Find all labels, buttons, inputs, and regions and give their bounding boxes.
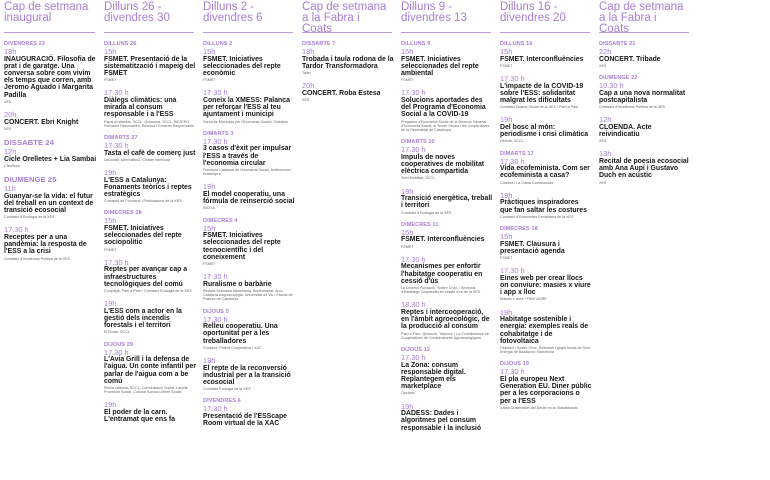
event-title: Presentació de l'ESScape Room virtual de la XAC [203,413,287,428]
event-item [500,41,592,68]
event-title: L'Avia Grill i la defensa de l'aigua. Un conte infantil per parlar de l'aigua com a be comú [104,356,196,385]
column-header-line: Cap de setmana [599,1,684,13]
event-item [599,41,691,68]
event-day: DIJOUS 12 [401,347,431,354]
event-organizer: Programa d'Economia Social de la Direcció General d'Economia Social, el Tercer Sector i les Cooperatives de la Generalitat de Catalunya [401,119,490,133]
event-item [401,188,493,215]
event-time: 19h [500,115,513,125]
event-day: DIMECRES 28 [104,210,142,217]
event-item [203,218,295,267]
event-item [500,309,592,355]
event-item [4,226,97,260]
event-item [4,41,97,104]
event-title: El poder de la carn. L'entramat que ens fa [104,409,175,424]
column-header-line: Cap de setmana [302,1,387,13]
event-time: 19h [500,307,513,317]
event-time: 17.30 h [500,74,525,83]
event-item [599,150,691,184]
column-header-line: a la Fabra i Coats [599,12,657,35]
event-day: DIUMENGE 22 [599,75,638,81]
event-time: 18h [302,47,315,56]
event-organizer: Pam a Pam, Quiosom, Tarpuna, i La Coordinadora de Cooperatives de Consumidores Agroecològiques [401,331,489,340]
event-item [500,192,592,219]
event-item [104,342,196,395]
event-item [500,116,592,143]
event-time: 10.30 h [599,81,624,90]
event-time: 15h [104,47,117,56]
event-item [203,183,295,210]
event-time: 17.30 h [104,141,129,151]
event-organizer: Revista Sobirania alimentaria, Biodiversitat, Arca Catalana d'agroecologia, Universitat de Vic / Escola de Pastors de Catalunya [203,289,293,302]
event-organizer: Comissió d'Incidència Política de la XES [599,105,666,109]
event-day: DISSABTE 21 [599,41,636,47]
event-item [104,401,196,423]
events-list [401,33,493,432]
event-organizer: Comissió Ecologia de la XES [203,387,251,392]
column-header-line: inaugural [4,12,52,24]
event-day: DILLUNS 9 [401,41,431,47]
event-item [500,267,592,301]
event-title: Cicle Orelletes + Lia Sambai [4,155,97,163]
event-item [302,41,394,75]
event-organizer: L'Aurifora [4,163,20,168]
event-time: 17.30 h [203,88,228,98]
event-organizer: XES [599,180,607,185]
event-time: 17.30 h [500,156,525,166]
event-title: El model cooperatiu, una fórmula de reinserció social [203,191,295,206]
event-organizer: Celobert i Sostre Cívic, Retevisel i grups locals de Som Energia de Badalona i Barcelona [500,346,591,355]
event-time: 17.30 h [4,225,29,235]
event-title: Guanyar-se la vida: el futur del treball en un context de transició ecosocial [4,192,94,215]
event-item [302,82,394,102]
event-organizer: La Dinamo Fundació, Sostre Cívic, i Sectorial d'Habitatge Cooperatiu en cessió d'ús de la XES [401,286,481,295]
event-title: Pràctiques inspiradores que fan saltar les costures [500,199,587,214]
agenda-column [495,0,594,480]
event-title: Diàlegs climàtics: una mirada al consum responsable i a l'ESS [104,97,177,119]
event-title: Eines web per crear llocs on conviure: masies x viure i app x lloc [500,274,591,297]
event-organizer: XES [599,63,607,68]
event-time: 19h [104,168,117,178]
event-title: Trobada i taula rodona de la Tardor Transformadora [302,55,394,70]
event-item [500,226,592,260]
event-day: DIJOUS 19 [500,361,530,368]
event-time: 15h [500,47,513,56]
event-item [104,41,196,82]
event-time: 13h [599,149,612,159]
column-header [203,0,293,33]
event-time: 19h [203,182,216,192]
event-title: Transició energètica, treball i territori [401,195,493,210]
event-item [104,135,196,162]
event-organizer: XES [302,98,310,102]
event-time: 17.30 h [203,314,228,324]
event-item [401,89,493,132]
events-list [104,33,196,423]
event-day: DIMECRES 4 [203,217,238,224]
agenda-column [0,0,99,480]
event-title: FSMET. Interconfluències [500,55,584,63]
event-title: Ruralisme o barbàrie [203,280,272,288]
column-header-line: divendres 30 [104,12,170,24]
column-header-line: Dilluns 2 - [203,1,255,13]
event-time: 15h [203,223,216,233]
event-time: 17.30 h [203,272,228,282]
column-header [500,0,590,33]
event-title: FSMET. Iniciatives seleccionades del repte sociopolític [104,225,182,247]
event-item [203,309,295,350]
column-header [4,0,95,33]
agenda-column [594,0,693,480]
events-list [4,33,97,261]
events-list [203,33,295,427]
event-title: FSMET. Clausura i presentació agenda [500,240,565,255]
event-item [401,41,493,82]
event-organizer: Cúrbera i La Ciana Comunicació [500,180,554,185]
event-time: 17.30 h [401,254,426,264]
event-organizer: Directa, SCCL [500,139,524,144]
event-organizer: FSMET [500,256,513,261]
event-time: 19h [401,186,414,196]
event-organizer: Xarxa Observatori del Deute en la Globalització [500,405,578,410]
event-day: DIMARTS 10 [401,139,435,146]
events-list [599,33,691,185]
agenda-column [297,0,396,480]
event-time: 19h [104,400,117,410]
event-item [401,256,493,295]
column-header-line: a la Fabra i Coats [302,12,360,35]
event-item [104,89,196,128]
event-day: DIJOUS 29 [104,341,134,348]
event-title: FSMET. Presentació de la sistematització i mapeig del FSMET [104,55,196,77]
column-header-line: Dilluns 16 - [500,1,558,13]
event-item [4,175,97,219]
event-organizer: FSMET [104,247,117,252]
event-time: 17.30 h [203,404,228,414]
event-item [203,398,295,427]
agenda-column [99,0,198,480]
event-organizer: XES [4,99,12,104]
event-title: Mecanismes per enfortir l'habitatge cooperatiu en cessió d'ús [401,263,483,285]
event-time: 17.30 h [401,88,426,98]
event-day: DILLUNS 26 [104,41,137,47]
event-time: 15h [500,232,513,242]
event-title: Solucions aportades des del Programa d'Economia Social a la COVID-19 [401,97,486,119]
event-time: 19h [104,299,117,309]
event-title: Vida ecofeminista. Com ser ecofeminista a casa? [500,165,590,180]
event-organizer: Espai Ambiental, SCCL, Quiosona, SCCL, BEZERO Fundació Renovables, Residus i Consum Responsable [104,119,195,128]
event-day: DIVENDRES 6 [203,398,241,405]
column-header-line: divendres 13 [401,12,467,24]
event-time: 20h [302,81,315,91]
column-header-line: Dilluns 9 - [401,1,453,13]
event-item [4,111,97,131]
event-time: 11h [4,184,16,194]
event-title: FSMET. Interconfluències [401,236,485,244]
event-time: 20h [4,110,17,120]
event-organizer: Xarxa de Municipis per l'Economia Social i Solidària [203,119,288,124]
event-day: DILLUNS 2 [203,41,233,47]
events-list [500,33,592,410]
event-time: 17.30 h [104,347,129,357]
event-organizer: Comissió d'Ecologia de la XES [4,215,55,220]
event-day: DIMARTS 17 [500,150,534,157]
event-day: DIVENDRES 23 [4,41,45,47]
event-day: DIMECRES 18 [500,226,538,233]
event-time: 17.30 h [500,367,525,377]
event-time: 18.30 h [401,300,426,310]
event-time: 15h [401,227,414,237]
event-item [599,75,691,109]
event-day: DIMECRES 11 [401,221,439,228]
event-organizer: Masies x viure / FEM VIURE [500,297,547,302]
event-organizer: Ricilla editorial, SCCL, Comunicació Social, Lacolle Proveïdor Social, Cultural Somos Llibres Social [104,386,188,395]
event-title: FSMET. Iniciatives seleccionades del repte econòmic [203,55,281,77]
event-time: 15h [104,216,117,226]
event-organizer: Coopera, Parent Cooperativa / XAC [203,345,262,350]
event-title: Del bosc al món: periodisme i crisi climàtica [500,124,589,139]
event-time: 17.30 h [401,145,426,155]
event-item [401,222,493,249]
event-title: L'ESS com a actor en la gestió dels incendis forestals i el territori [104,307,182,330]
event-time: 17.30 h [104,88,129,98]
column-header-line: divendres 20 [500,12,566,24]
event-organizer: XES [4,126,12,131]
event-title: Habitatge sostenible i energia: exemples reals de cohabitatge i de fotovoltaica [500,316,589,345]
event-title: CLOENDA. Acte reivindicatiu [599,123,652,138]
event-day: DISSABTE 24 [4,138,55,148]
event-title: FSMET. Iniciatives seleccionades del repte ambiental [401,55,479,77]
event-day: DIMARTS 3 [203,130,234,137]
event-organizer: Opcions [401,391,415,396]
event-title: CONCERT. Roba Estesa [302,89,381,97]
event-item [104,300,196,334]
event-time: 19h [203,356,216,366]
column-header-line: divendres 6 [203,12,263,24]
event-organizer: Comissió d'Ecologia de la XES [401,210,452,215]
event-item [203,89,295,123]
column-header-line: Dilluns 26 - [104,1,162,13]
event-organizer: LaCoordi, Alternativa3, Clotam Intercoop [104,157,171,162]
event-item [599,116,691,143]
event-organizer: FSMET [203,78,216,83]
event-item [401,403,493,432]
event-time: 18h [4,47,17,56]
event-title: CONCERT. Tribade [599,55,661,63]
event-title: Reptes i intercooperació, en l'àmbit agroecològic, de la producció al consum [401,309,490,331]
event-time: 12h [4,147,17,157]
event-day: DIMARTS 27 [104,135,138,142]
event-time: 19h [500,190,513,200]
column-header [104,0,194,33]
event-title: La Zona: consum responsable digital. Replantegem els marketplace [401,361,466,391]
event-item [500,151,592,185]
agenda-column [198,0,297,480]
event-item [104,210,196,251]
event-item [104,259,196,293]
event-organizer: Comissió d'Economies Feministes de la XES [500,214,574,219]
event-time: 17.30 h [104,257,129,267]
event-day: DILLUNS 16 [500,41,533,47]
event-time: 15h [203,47,216,56]
column-header-line: Cap de setmana [4,1,89,13]
event-organizer: FSMET [401,244,414,249]
event-organizer: FSMET [203,262,216,267]
event-time: 15h [401,47,414,56]
event-organizer: FSMET [401,78,414,83]
event-time: 19h [401,401,414,411]
event-item [500,75,592,109]
event-title: Tasta el cafè de comerç just [104,149,196,157]
event-time: 12h [599,115,612,125]
event-organizer: Comissió Balanç Social de la XES / Pam a Pam [500,105,579,110]
event-organizer: Taller [302,71,311,75]
event-organizer: Fundació Catalana de Voluntariat Social, Andromeda / Sostenipra [203,168,292,177]
event-time: 17.30 h [203,136,228,146]
event-time: 17.30 h [401,353,426,363]
event-organizer: XES [599,139,607,144]
event-title: FSMET. Iniciatives seleccionades del repte tecnocientífic i del coneixement [203,232,281,261]
event-item [203,273,295,301]
event-time: 22h [599,47,612,56]
event-title: INAUGURACIÓ. Filosofia de prat i de garatge. Una conversa sobre com vivim els temps que corren, amb Jeromo Aguado i Margarita Padilla [4,55,96,99]
event-title: Impuls de noves cooperatives de mobilitat elèctrica compartida [401,153,485,176]
event-item [203,357,295,391]
column-header [401,0,491,33]
event-item [4,138,97,168]
column-header [302,0,392,33]
column-header [599,0,689,33]
event-title: Reptes per avançar cap a infraestructures tecnològiques del comú [104,266,188,288]
event-title: Receptes per a una pandèmia: la resposta de l'ESS a la crisi [4,234,87,256]
event-item [401,347,493,396]
event-time: 17.30 h [500,266,525,276]
event-title: L'ESS a Catalunya: Fonaments teòrics i reptes estratègics [104,176,192,199]
event-title: Coneix la XMESS: Palanca per reforçar l'ESS al teu ajuntament i municipi [203,97,290,119]
event-title: El pla europeu Next Generation EU. Diner públic per a les corporacions o per a l'ESS [500,376,592,405]
agenda-column [396,0,495,480]
event-organizer: FSMET [104,78,117,83]
event-title: CONCERT. Ebri Knight [4,118,79,126]
events-list [302,33,394,102]
event-title: Cap a una nova normalitat postcapitalista [599,89,686,104]
event-day: DISSABTE 7 [302,41,336,47]
event-title: DADESS: Dades i algoritmes pel consum responsable i la inclusió [401,410,482,432]
event-item [104,169,196,203]
event-item [401,301,493,340]
event-title: Relleu cooperatiu. Una oportunitat per a les treballadores [203,323,278,345]
event-organizer: Som Mobilitat, SCCL [401,176,436,181]
event-organizer: El Rodal, SCCL [104,330,130,335]
event-title: El repte de la reconversió industrial per a la transició ecosocial [203,364,291,387]
event-item [401,139,493,180]
event-organizer: INCITA [203,206,215,211]
event-day: DIUMENGE 25 [4,175,57,185]
event-title: L'impacte de la COVID-19 sobre l'ESS: solidaritat malgrat les dificultats [500,82,584,104]
event-item [203,131,295,177]
event-organizer: Comissió d'Incidència Política de la XES [4,256,71,261]
event-organizer: Comissió de Formació i Publicacions de la XES [104,199,182,204]
event-item [500,361,592,410]
event-title: 3 casos d'èxit per impulsar l'ESS a través de l'economia circular [203,145,292,167]
event-item [203,41,295,82]
event-organizer: Coopdigit, Pam a Pam / Comissió Ecologia de la XES [104,289,192,294]
event-organizer: FSMET [500,63,513,68]
event-title: Recital de poesia ecosocial amb Ana Aupí i Gustavo Duch en acústic [599,158,689,180]
event-day: DIJOUS 5 [203,308,229,315]
